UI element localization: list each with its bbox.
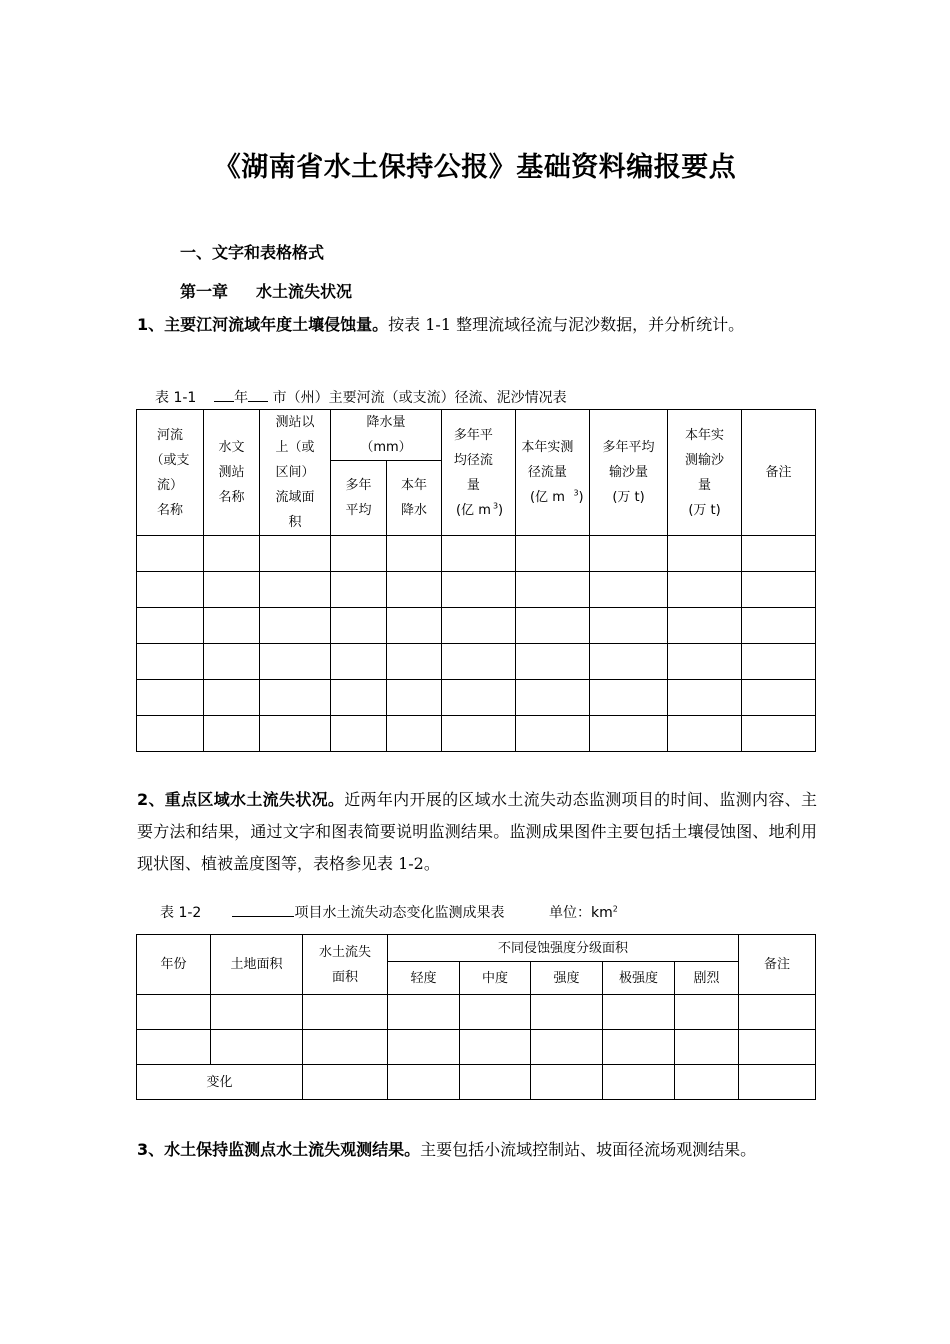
section-heading: 一、文字和表格格式	[180, 243, 325, 262]
table-row	[137, 644, 816, 680]
table-2-caption: 表 1-2 项目水土流失动态变化监测成果表 单位：$km^2$	[160, 902, 618, 922]
header-land-area: 土地面积	[211, 935, 303, 995]
page-title: 《湖南省水土保持公报》基础资料编报要点	[213, 152, 737, 183]
item-2-heading: 2、重点区域水土流失状况。	[137, 790, 345, 809]
change-label: 变化	[137, 1065, 303, 1100]
chapter-name: 水土流失状况	[256, 282, 353, 301]
table-2-unit: 单位：km	[549, 905, 613, 921]
header-station: 水文 测站 名称	[204, 410, 260, 536]
table-row	[137, 1065, 816, 1100]
table-row	[137, 680, 816, 716]
table-1-year-label: 年	[234, 390, 249, 406]
table-row	[137, 608, 816, 644]
item-1-text: 按表 1-1 整理流域径流与泥沙数据，并分析统计。	[388, 315, 745, 334]
header-strong: 强度	[531, 962, 603, 995]
chapter-heading	[180, 279, 352, 302]
table-row	[137, 995, 816, 1030]
table-1	[136, 409, 816, 752]
header-rain-avg: 多年 平均	[331, 461, 387, 536]
table-1-caption	[155, 387, 567, 407]
header-grade: 不同侵蚀强度分级面积	[388, 935, 739, 962]
table-2-number: 表 1-2	[160, 905, 202, 921]
chapter-label: 第一章	[180, 282, 229, 301]
header-sediment-year: 本年实 测输沙 量 (万 t)	[668, 410, 742, 536]
table-row	[137, 536, 816, 572]
header-note: 备注	[739, 935, 816, 995]
table-2-title: 项目水土流失动态变化监测成果表	[294, 905, 505, 921]
item-1-heading: 1、主要江河流域年度土壤侵蚀量。	[137, 315, 389, 334]
header-runoff-avg: 多年平 均径流 量 (亿 m $^3$)	[442, 410, 516, 536]
table-row	[137, 1030, 816, 1065]
header-rainfall: 降水量 （mm）	[331, 410, 442, 461]
table-1-number: 表 1-1	[155, 390, 197, 406]
header-runoff-year: 本年实测 径流量 (亿 m $^3$)	[516, 410, 590, 536]
header-very-strong: 极强度	[603, 962, 675, 995]
header-rain-year: 本年 降水	[387, 461, 442, 536]
item-3-paragraph	[137, 1134, 817, 1166]
item-3-text: 主要包括小流域控制站、坡面径流场观测结果。	[420, 1140, 757, 1159]
item-1-paragraph	[137, 309, 817, 341]
table-row	[137, 572, 816, 608]
header-year: 年份	[137, 935, 211, 995]
table-row	[137, 716, 816, 752]
header-river: 河流 （或支 流） 名称	[137, 410, 204, 536]
header-area: 测站以 上（或 区间） 流域面 积	[260, 410, 331, 536]
item-2-paragraph	[137, 784, 817, 880]
header-severe: 剧烈	[675, 962, 739, 995]
header-medium: 中度	[460, 962, 531, 995]
header-loss-area: 水土流失 面积	[303, 935, 388, 995]
header-note: 备注	[742, 410, 816, 536]
header-light: 轻度	[388, 962, 460, 995]
header-sediment-avg: 多年平均 输沙量 (万 t)	[590, 410, 668, 536]
table-2	[136, 934, 816, 1100]
item-3-heading: 3、水土保持监测点水土流失观测结果。	[137, 1140, 421, 1159]
item-2-text: 近两年内开展的区域水土流失动态监测项目的时间、监测内容、主要方法和结果，通过文字和图表简要说明监测结果。监测成果图件主要包括土壤侵蚀图、地利用现状图、植被盖度图等，表格参见表 1-2。	[137, 790, 817, 873]
table-1-title: 市（州）主要河流（或支流）径流、泥沙情况表	[272, 390, 567, 406]
